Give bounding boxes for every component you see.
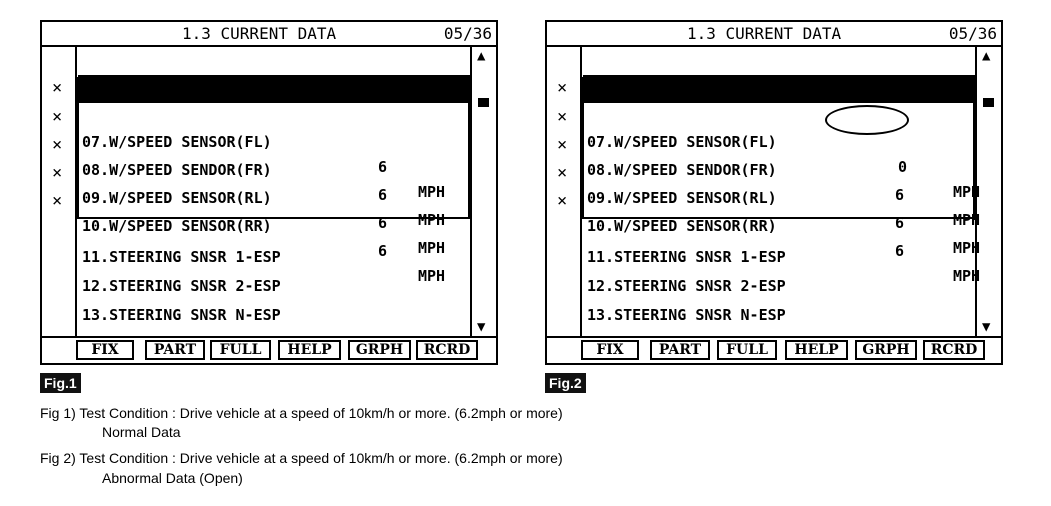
caption-fig2-result: Abnormal Data (Open) (102, 470, 243, 486)
help-button[interactable]: HELP (278, 340, 341, 360)
fix-button[interactable]: FIX (581, 340, 639, 360)
scroll-up-icon[interactable]: ▲ (982, 48, 991, 64)
item-label: 09.W/SPEED SENSOR(RL) (82, 189, 272, 207)
rcrd-button[interactable]: RCRD (923, 340, 985, 360)
mark-column (547, 47, 582, 338)
caption-fig1-result: Normal Data (102, 424, 181, 440)
item-value: 6 (378, 214, 388, 232)
scroll-down-icon[interactable]: ▼ (982, 319, 991, 335)
scrollbar[interactable] (470, 47, 496, 338)
caption-fig1-condition: Fig 1) Test Condition : Drive vehicle at a speed of 10km/h or more. (6.2mph or more) (40, 405, 563, 421)
help-button[interactable]: HELP (785, 340, 848, 360)
scroll-down-icon[interactable]: ▼ (477, 319, 486, 335)
item-unit: MPH (953, 239, 981, 257)
mark-icon[interactable]: × (557, 135, 568, 155)
item-unit: MPH (418, 239, 446, 257)
figure-label-1: Fig.1 (40, 373, 81, 393)
function-button-bar (42, 336, 496, 363)
item-label: 11.STEERING SNSR 1-ESP (82, 248, 281, 266)
item-label: 05.BATTERY VOLTAGE (587, 108, 750, 126)
screen-title: 1.3 CURRENT DATA (182, 24, 337, 43)
page-counter: 05/36 (443, 24, 492, 43)
scan-tool-screen-fig2 (545, 20, 1003, 365)
item-unit: MPH (953, 267, 981, 285)
item-unit: MPH (953, 183, 981, 201)
item-value: 13.4 (883, 136, 920, 154)
item-label: 11.STEERING SNSR 1-ESP (587, 248, 786, 266)
screen-title: 1.3 CURRENT DATA (687, 24, 842, 43)
item-unit: V (923, 164, 933, 182)
item-label: 08.W/SPEED SENDOR(FR) (82, 161, 272, 179)
figure-label-2: Fig.2 (545, 373, 586, 393)
part-button[interactable]: PART (145, 340, 205, 360)
page-counter: 05/36 (948, 24, 997, 43)
item-label: 12.STEERING SNSR 2-ESP (587, 277, 786, 295)
mark-icon[interactable]: × (52, 135, 63, 155)
mark-icon[interactable]: × (52, 163, 63, 183)
screen-header (547, 22, 1001, 47)
scroll-thumb[interactable] (983, 98, 994, 107)
item-unit: MPH (418, 267, 446, 285)
item-label: 10.W/SPEED SENSOR(RR) (587, 217, 777, 235)
item-label: 07.W/SPEED SENSOR(FL) (587, 133, 777, 151)
grph-button[interactable]: GRPH (348, 340, 411, 360)
item-label: 13.STEERING SNSR N-ESP (587, 306, 786, 324)
item-unit: MPH (418, 183, 446, 201)
item-unit: MPH (418, 211, 446, 229)
mark-icon[interactable]: × (52, 107, 63, 127)
mark-icon[interactable]: × (557, 78, 568, 98)
item-value: 0 (898, 158, 908, 176)
full-button[interactable]: FULL (210, 340, 271, 360)
item-label: 13.STEERING SNSR N-ESP (82, 306, 281, 324)
mark-icon[interactable]: × (52, 78, 63, 98)
item-label: 08.W/SPEED SENDOR(FR) (587, 161, 777, 179)
scroll-thumb[interactable] (478, 98, 489, 107)
item-value: 6 (895, 214, 905, 232)
screen-header (42, 22, 496, 47)
item-label: 10.W/SPEED SENSOR(RR) (82, 217, 272, 235)
item-value: 6 (378, 158, 388, 176)
rcrd-button[interactable]: RCRD (416, 340, 478, 360)
item-value: 13.4 (378, 136, 415, 154)
scroll-up-icon[interactable]: ▲ (477, 48, 486, 64)
item-unit: V (418, 164, 428, 182)
item-label: 05.BATTERY VOLTAGE (82, 108, 245, 126)
item-label: 07.W/SPEED SENSOR(FL) (82, 133, 272, 151)
item-unit: MPH (953, 211, 981, 229)
data-row[interactable] (78, 278, 470, 324)
part-button[interactable]: PART (650, 340, 710, 360)
highlight-oval (825, 105, 909, 135)
data-row[interactable] (583, 278, 975, 324)
item-value: 6 (895, 186, 905, 204)
item-label: 09.W/SPEED SENSOR(RL) (587, 189, 777, 207)
mark-icon[interactable]: × (557, 163, 568, 183)
item-value: 6 (378, 242, 388, 260)
mark-icon[interactable]: × (52, 191, 63, 211)
item-value: 6 (378, 186, 388, 204)
item-label: 12.STEERING SNSR 2-ESP (82, 277, 281, 295)
scan-tool-screen-fig1 (40, 20, 498, 365)
function-button-bar (547, 336, 1001, 363)
caption-fig2-condition: Fig 2) Test Condition : Drive vehicle at a speed of 10km/h or more. (6.2mph or more) (40, 450, 563, 466)
fix-button[interactable]: FIX (76, 340, 134, 360)
full-button[interactable]: FULL (717, 340, 777, 360)
mark-column (42, 47, 77, 338)
item-value: 6 (895, 242, 905, 260)
mark-icon[interactable]: × (557, 107, 568, 127)
grph-button[interactable]: GRPH (855, 340, 917, 360)
mark-icon[interactable]: × (557, 191, 568, 211)
